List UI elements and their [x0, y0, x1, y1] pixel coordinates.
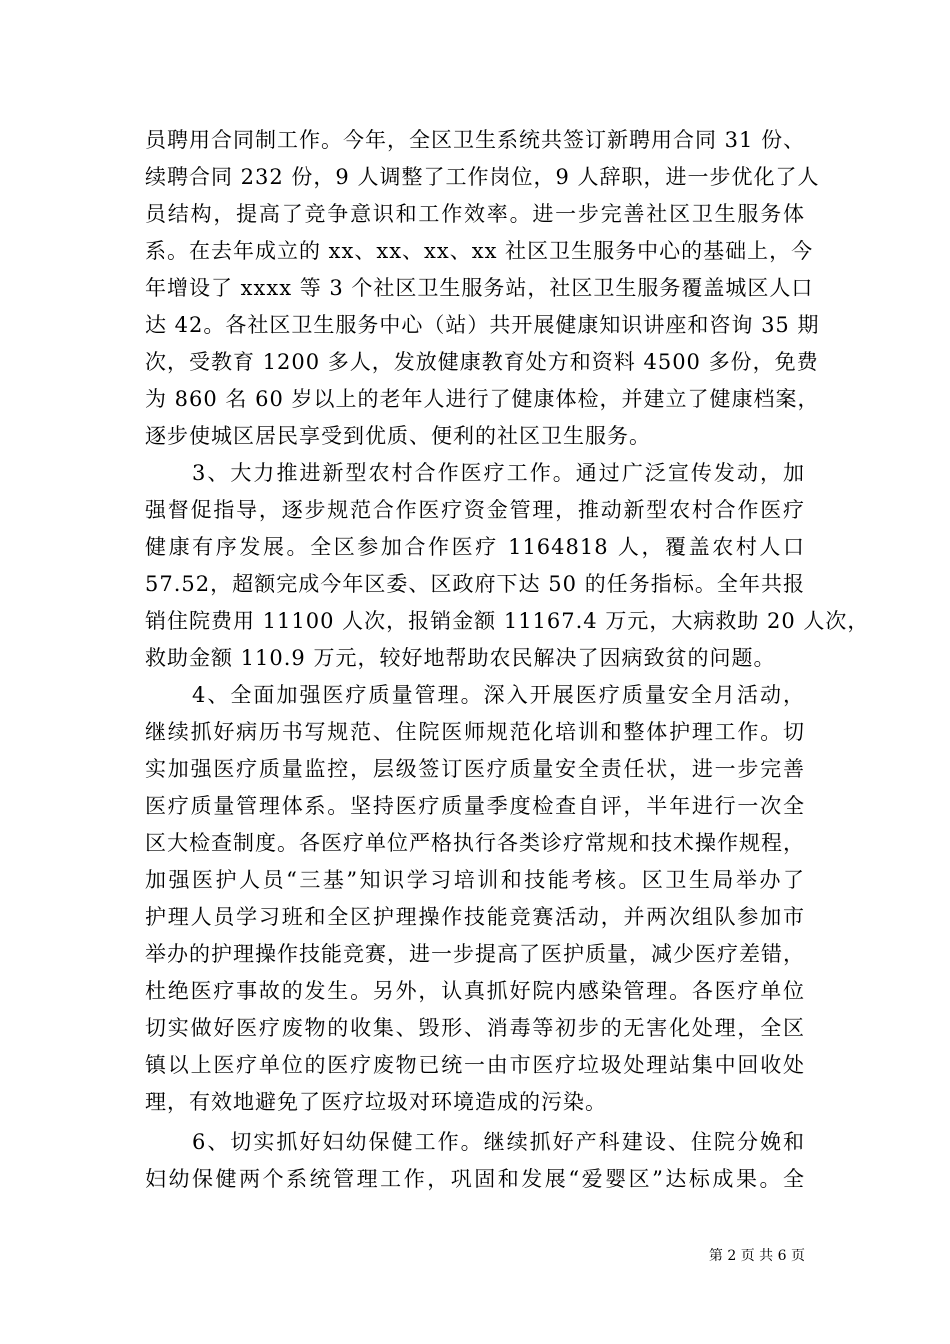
text-line: 为 860 名 60 岁以上的老年人进行了健康体检，并建立了健康档案， — [145, 387, 820, 411]
text-line: 妇幼保健两个系统管理工作，巩固和发展“爱婴区”达标成果。全 — [145, 1167, 805, 1191]
text-line: 销住院费用 11100 人次，报销金额 11167.4 万元，大病救助 20 人次， — [145, 609, 870, 633]
text-line: 4、全面加强医疗质量管理。深入开展医疗质量安全月活动， — [192, 683, 805, 707]
text-line: 次，受教育 1200 多人，发放健康教育处方和资料 4500 多份，免费 — [145, 350, 819, 374]
text-line: 年增设了 xxxx 等 3 个社区卫生服务站，社区卫生服务覆盖城区人口 — [145, 276, 814, 300]
text-line: 加强医护人员“三基”知识学习培训和技能考核。区卫生局举办了 — [145, 868, 805, 892]
text-line: 57.52，超额完成今年区委、区政府下达 50 的任务指标。全年共报 — [145, 572, 805, 596]
text-line: 区大检查制度。各医疗单位严格执行各类诊疗常规和技术操作规程， — [145, 831, 805, 855]
text-line: 员结构，提高了竞争意识和工作效率。进一步完善社区卫生服务体 — [145, 202, 805, 226]
text-line: 实加强医疗质量监控，层级签订医疗质量安全责任状，进一步完善 — [145, 757, 805, 781]
text-line: 系。在去年成立的 xx、xx、xx、xx 社区卫生服务中心的基础上，今 — [145, 239, 814, 263]
text-line: 理，有效地避免了医疗垃圾对环境造成的污染。 — [145, 1090, 607, 1114]
text-line: 继续抓好病历书写规范、住院医师规范化培训和整体护理工作。切 — [145, 720, 805, 744]
text-line: 护理人员学习班和全区护理操作技能竞赛活动，并两次组队参加市 — [145, 905, 805, 929]
text-line: 3、大力推进新型农村合作医疗工作。通过广泛宣传发动，加 — [192, 461, 805, 485]
text-line: 强督促指导，逐步规范合作医疗资金管理，推动新型农村合作医疗 — [145, 498, 805, 522]
paragraph — [145, 122, 820, 455]
text-line: 员聘用合同制工作。今年，全区卫生系统共签订新聘用合同 31 份、 — [145, 128, 806, 152]
text-line: 逐步使城区居民享受到优质、便利的社区卫生服务。 — [145, 424, 651, 448]
paragraph — [145, 1124, 805, 1198]
text-line: 医疗质量管理体系。坚持医疗质量季度检查自评，半年进行一次全 — [145, 794, 805, 818]
text-line: 杜绝医疗事故的发生。另外，认真抓好院内感染管理。各医疗单位 — [145, 979, 805, 1003]
text-line: 举办的护理操作技能竞赛，进一步提高了医护质量，减少医疗差错， — [145, 942, 805, 966]
document-body — [145, 122, 870, 1198]
text-line: 切实做好医疗废物的收集、毁形、消毒等初步的无害化处理，全区 — [145, 1016, 805, 1040]
text-line: 续聘合同 232 份，9 人调整了工作岗位，9 人辞职，进一步优化了人 — [145, 165, 820, 189]
text-line: 健康有序发展。全区参加合作医疗 1164818 人，覆盖农村人口 — [145, 535, 805, 559]
paragraph — [145, 677, 805, 1121]
text-line: 镇以上医疗单位的医疗废物已统一由市医疗垃圾处理站集中回收处 — [145, 1053, 805, 1077]
text-line: 达 42。各社区卫生服务中心（站）共开展健康知识讲座和咨询 35 期 — [145, 313, 820, 337]
page-number: 第 2 页 共 6 页 — [708, 1248, 805, 1264]
text-line: 6、切实抓好妇幼保健工作。继续抓好产科建设、住院分娩和 — [192, 1130, 805, 1154]
paragraph — [145, 455, 870, 677]
text-line: 救助金额 110.9 万元，较好地帮助农民解决了因病致贫的问题。 — [145, 646, 776, 670]
